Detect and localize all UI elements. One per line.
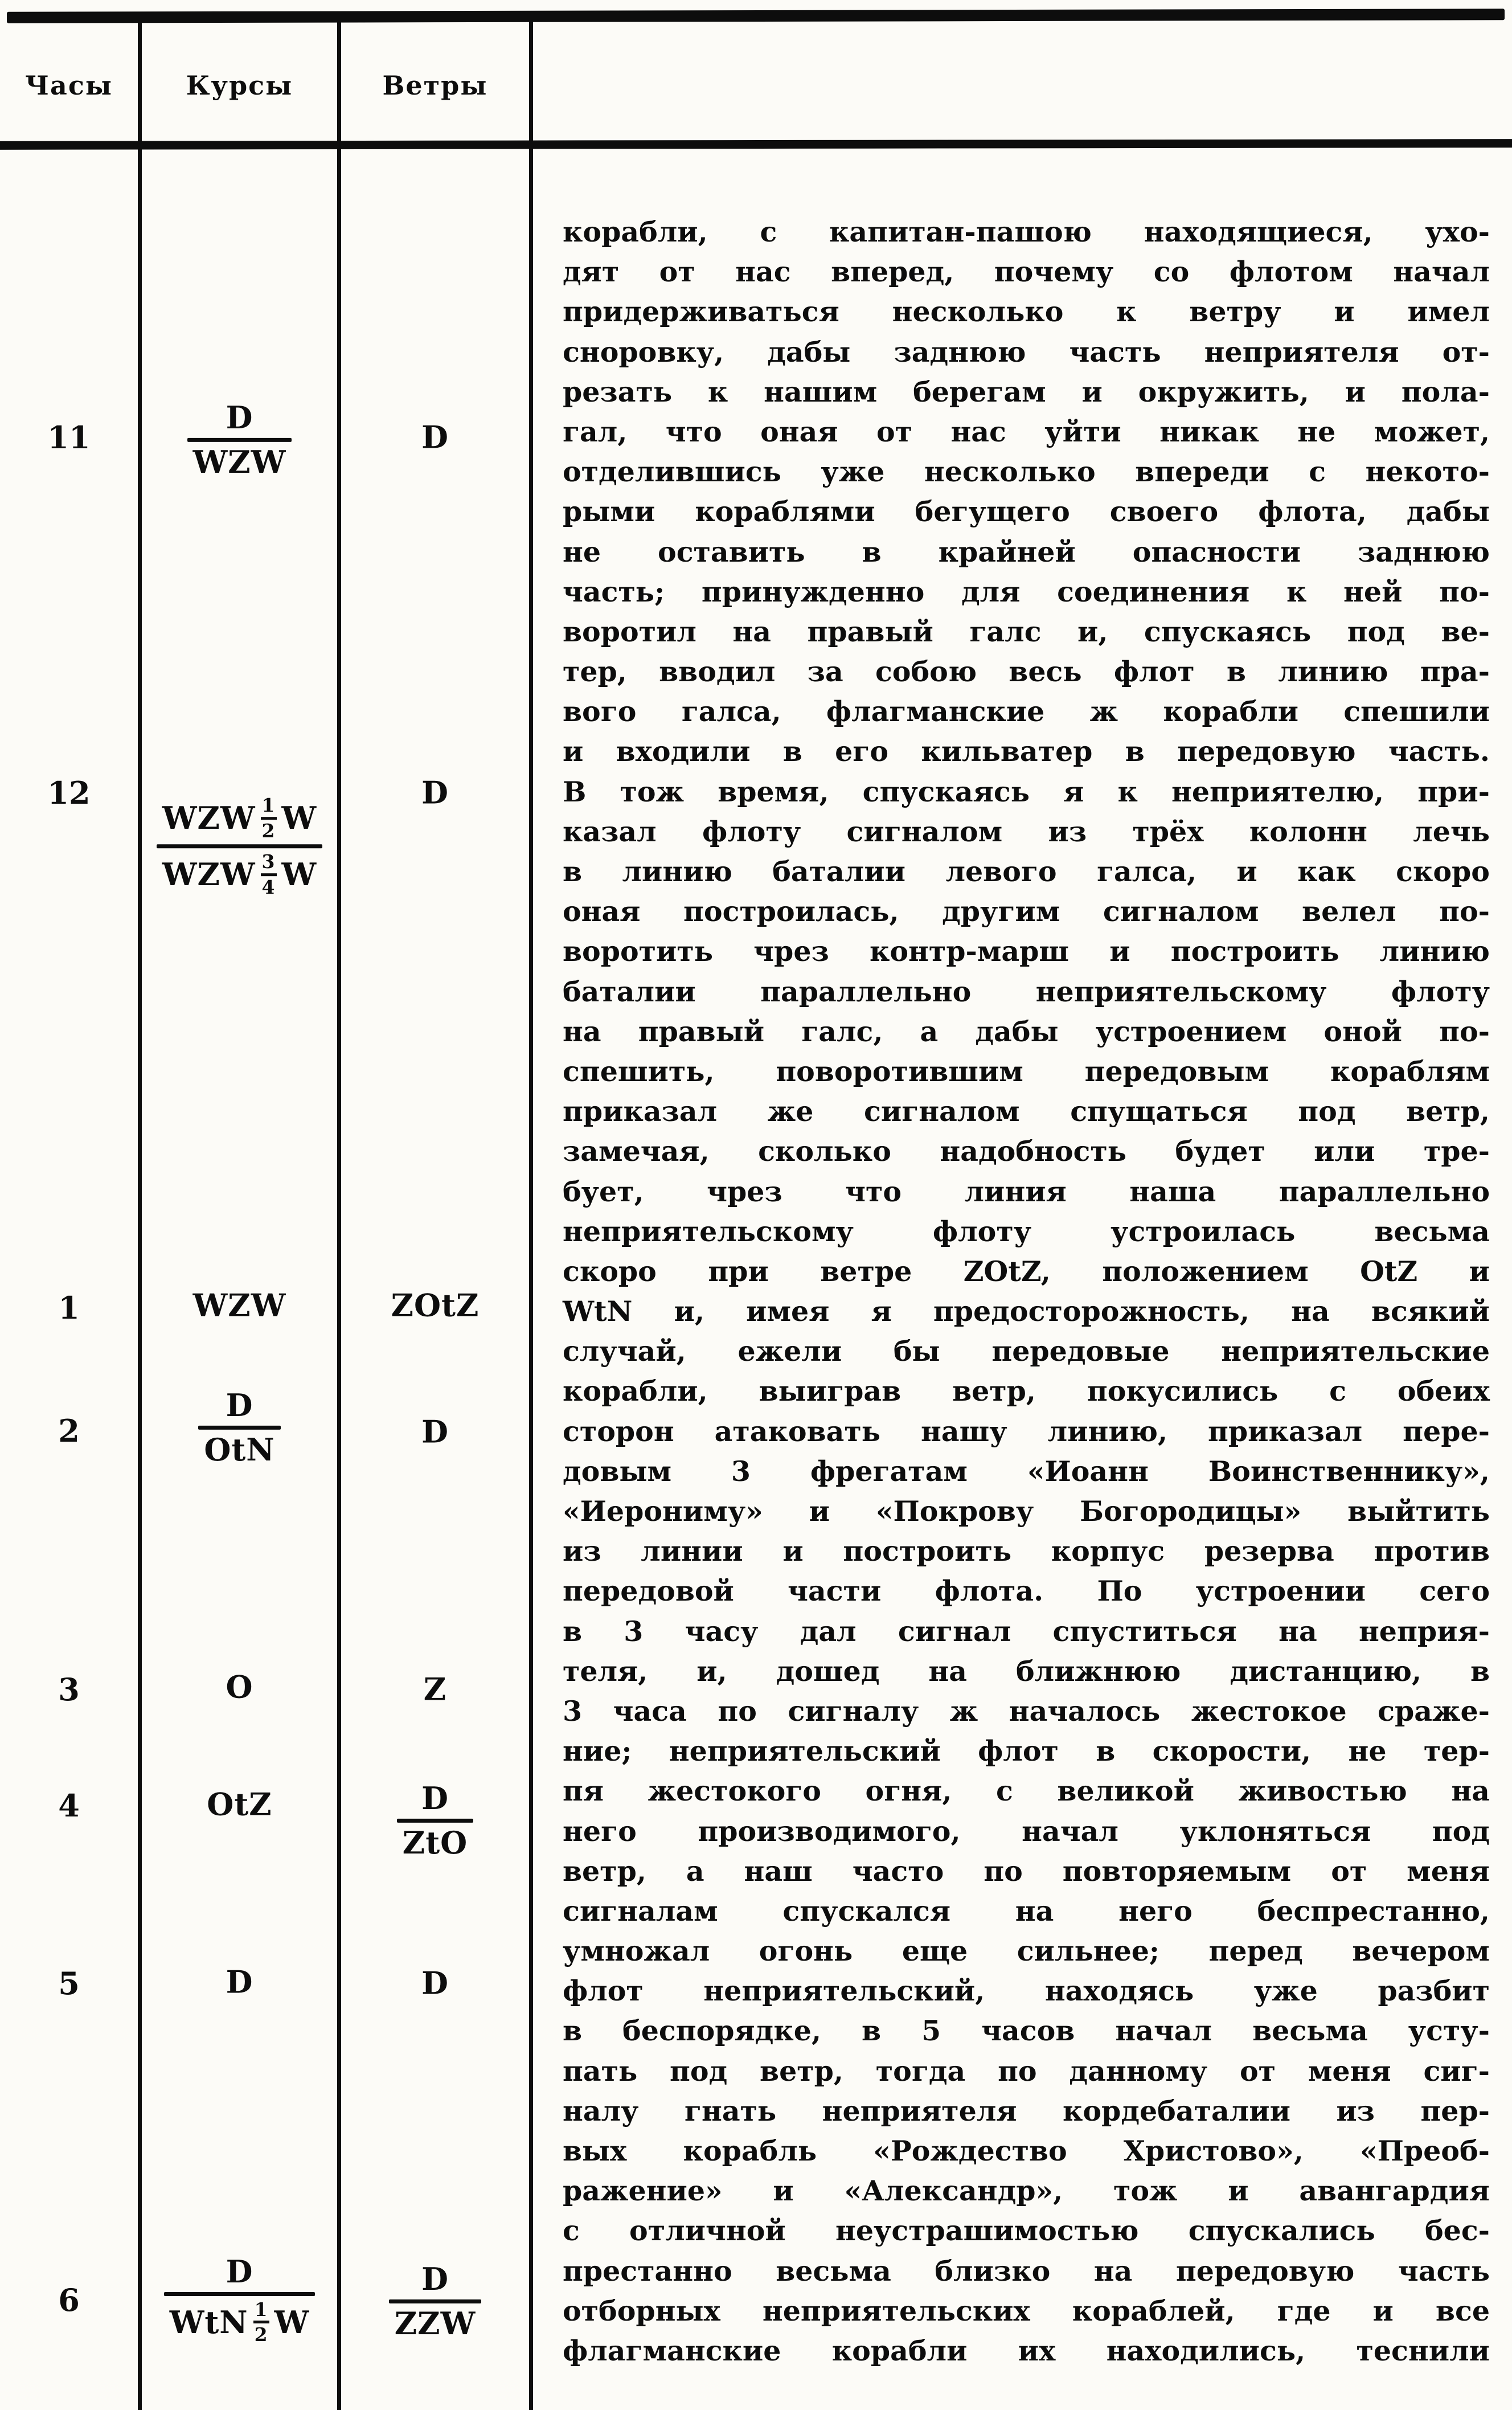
column-header-courses: Курсы <box>186 70 293 101</box>
fraction-denominator: 2 <box>261 819 276 842</box>
text-line: флот неприятельский, находясь уже разбит <box>563 1974 1490 2008</box>
fraction-numerator: 1 <box>261 794 276 817</box>
text-line: флагманские корабли их находились, теснили <box>563 2334 1490 2367</box>
compass-letters: ZOtZ <box>391 1287 480 1324</box>
compass-notation <box>220 2253 259 2290</box>
compass-notation <box>220 1386 259 1423</box>
text-line: «Иерониму» и «Покрову Богородицы» выйтить <box>563 1495 1490 1528</box>
text-line: случай, ежели бы передовые неприятельские <box>563 1335 1490 1368</box>
compass-letters: WZW <box>162 800 256 836</box>
column-divider-hours-courses <box>138 19 142 2410</box>
compass-letters: D <box>421 774 449 811</box>
notation-stack <box>418 1671 452 1708</box>
compass-letters: O <box>226 1668 253 1705</box>
notation-stack <box>386 1287 485 1324</box>
text-line: ветр, а наш часто по повторяемым от меня <box>563 1854 1490 1888</box>
stacked-fraction <box>261 796 277 840</box>
notation-stack <box>164 2253 315 2346</box>
compass-letters: W <box>274 2303 310 2341</box>
hour-cell: 11 <box>47 419 91 456</box>
wind-cell <box>341 1779 529 1861</box>
text-line: с отличной неустрашимостью спускались бес- <box>563 2214 1490 2248</box>
course-cell <box>142 1963 337 2000</box>
compass-notation <box>397 1824 473 1861</box>
text-line: отделившись уже несколько впереди с некото- <box>563 455 1490 489</box>
compass-notation <box>187 443 292 480</box>
compass-notation <box>220 399 259 436</box>
text-line: дят от нас вперед, почему со флотом начал <box>563 255 1490 289</box>
text-line: приказал же сигналом спущаться под ветр, <box>563 1095 1490 1128</box>
compass-notation <box>198 1431 280 1468</box>
hour-cell: 12 <box>47 775 91 811</box>
text-line: придерживаться несколько к ветру и имел <box>563 295 1490 329</box>
fraction-denominator: 2 <box>254 2323 268 2346</box>
notation-stack <box>201 1786 277 1823</box>
column-divider-winds-text <box>529 19 533 2410</box>
notation-stack <box>397 1779 473 1861</box>
text-line: воротил на правый галс и, спускаясь под ве- <box>563 615 1490 648</box>
course-cell <box>142 2253 337 2346</box>
text-line: пать под ветр, тогда по данному от меня сиг- <box>563 2054 1490 2088</box>
compass-letters: WtN <box>169 2303 248 2341</box>
text-line: часть; принужденно для соединения к ней по- <box>563 575 1490 608</box>
hour-cell: 2 <box>58 1413 80 1449</box>
compass-letters: D <box>421 1965 449 2002</box>
compass-letters: WZW <box>162 856 256 893</box>
notation-stack <box>187 399 292 480</box>
notation-stack <box>187 1287 292 1324</box>
text-line: корабли, выиграв ветр, покусились с обеих <box>563 1374 1490 1408</box>
column-header-hours: Часы <box>25 70 113 101</box>
hour-cell: 5 <box>58 1965 80 2002</box>
course-cell <box>142 1287 337 1324</box>
column-divider-courses-winds <box>337 19 341 2410</box>
compass-notation <box>157 796 322 840</box>
notation-stack <box>416 1413 454 1450</box>
text-line: пя жестокого огня, с великой живостью на <box>563 1774 1490 1808</box>
fraction-numerator: 1 <box>254 2298 268 2321</box>
text-line: В тож время, спускаясь я к неприятелю, при- <box>563 775 1490 808</box>
compass-notation <box>416 1967 454 2000</box>
notation-stack <box>220 1668 259 1705</box>
compass-notation <box>418 1671 452 1708</box>
division-bar <box>164 2292 315 2296</box>
compass-notation <box>416 419 454 456</box>
stacked-fraction <box>261 850 277 899</box>
text-line: престанно весьма близко на передовую часть <box>563 2254 1490 2288</box>
wind-cell <box>341 774 529 811</box>
wind-cell <box>341 419 529 456</box>
text-line: в 3 часу дал сигнал спуститься на неприя- <box>563 1614 1490 1648</box>
top-rule <box>7 9 1505 23</box>
text-line: довым 3 фрегатам «Иоанн Воинственнику», <box>563 1454 1490 1488</box>
journal-text-block <box>563 212 1490 2371</box>
text-line: замечая, сколько надобность будет или тре- <box>563 1135 1490 1168</box>
text-line: и входили в его кильватер в передовую часть. <box>563 735 1490 768</box>
notation-stack <box>416 774 454 811</box>
compass-notation <box>389 2307 481 2340</box>
compass-letters: D <box>226 1963 253 2000</box>
text-line: передовой части флота. По устроении сего <box>563 1574 1490 1608</box>
division-bar <box>187 438 292 442</box>
text-line: отборных неприятельских кораблей, где и все <box>563 2294 1490 2327</box>
compass-notation <box>187 1287 292 1324</box>
notation-stack <box>198 1386 280 1468</box>
compass-notation <box>164 2300 315 2344</box>
text-line: ние; неприятельский флот в скорости, не тер- <box>563 1734 1490 1768</box>
text-line: налу гнать неприятеля кордебаталии из пер- <box>563 2094 1490 2127</box>
notation-stack <box>416 1967 454 2000</box>
notation-stack <box>220 1963 259 2000</box>
wind-cell <box>341 2260 529 2342</box>
fraction-denominator: 4 <box>261 876 276 899</box>
text-line: казал флоту сигналом из трёх колонн лечь <box>563 815 1490 848</box>
compass-notation <box>157 850 322 899</box>
notation-stack <box>416 419 454 456</box>
text-line: резать к нашим берегам и окружить, и пола- <box>563 375 1490 408</box>
compass-notation <box>220 1668 259 1705</box>
division-bar <box>198 1426 280 1430</box>
text-line: спешить, поворотившим передовым кораблям <box>563 1054 1490 1088</box>
course-cell <box>142 1386 337 1468</box>
compass-notation <box>220 1963 259 2000</box>
wind-cell <box>341 1413 529 1450</box>
hour-cell: 6 <box>58 2282 80 2318</box>
course-cell <box>142 796 337 897</box>
text-line: в беспорядке, в 5 часов начал весьма усту- <box>563 2014 1490 2048</box>
text-line: скоро при ветре ZOtZ, положением OtZ и <box>563 1254 1490 1288</box>
compass-notation <box>386 1287 485 1324</box>
compass-letters: Z <box>423 1671 447 1708</box>
header-underline-rule <box>0 139 1512 150</box>
wind-cell <box>341 1967 529 2000</box>
text-line: баталии параллельно неприятельскому флоту <box>563 975 1490 1008</box>
course-cell <box>142 1786 337 1823</box>
compass-letters: W <box>281 856 317 893</box>
compass-letters: D <box>226 2253 253 2290</box>
compass-letters: D <box>421 1779 449 1816</box>
text-line: сноровку, дабы заднюю часть неприятеля от- <box>563 335 1490 369</box>
text-line: умножал огонь еще сильнее; перед вечером <box>563 1934 1490 1968</box>
text-line: корабли, с капитан-пашою находящиеся, ухо- <box>563 215 1490 248</box>
text-line: ражение» и «Александр», тож и авангардия <box>563 2174 1490 2208</box>
compass-notation <box>416 2260 454 2297</box>
text-line: неприятельскому флоту устроилась весьма <box>563 1214 1490 1248</box>
text-line: сигналам спускался на него беспрестанно, <box>563 1894 1490 1928</box>
compass-letters: D <box>226 399 253 436</box>
division-bar <box>397 1819 473 1823</box>
text-line: оная построилась, другим сигналом велел по- <box>563 895 1490 928</box>
notation-stack <box>389 2260 481 2342</box>
notation-stack <box>157 796 322 897</box>
hour-cell: 3 <box>58 1671 80 1708</box>
text-line: из линии и построить корпус резерва против <box>563 1535 1490 1568</box>
wind-cell <box>341 1671 529 1708</box>
compass-letters: WZW <box>192 1287 286 1324</box>
compass-letters: OtZ <box>207 1786 272 1823</box>
text-line: бует, чрез что линия наша параллельно <box>563 1175 1490 1208</box>
text-line: тер, вводил за собою весь флот в линию пра- <box>563 655 1490 689</box>
text-line: рыми кораблями бегущего своего флота, дабы <box>563 495 1490 529</box>
column-header-winds: Ветры <box>382 70 488 101</box>
text-line: в линию баталии левого галса, и как скоро <box>563 855 1490 888</box>
compass-notation <box>416 1779 454 1816</box>
stacked-fraction <box>253 2300 269 2344</box>
fraction-bar <box>261 817 277 820</box>
text-line: сторон атаковать нашу линию, приказал пере- <box>563 1414 1490 1448</box>
hour-cell: 4 <box>58 1787 80 1824</box>
course-cell <box>142 1668 337 1705</box>
fraction-numerator: 3 <box>261 850 276 873</box>
compass-notation <box>416 774 454 811</box>
compass-letters: ZZW <box>394 2305 476 2342</box>
text-line: него производимого, начал уклоняться под <box>563 1814 1490 1848</box>
compass-letters: OtN <box>204 1431 275 1468</box>
text-line: вых корабль «Рождество Христово», «Преоб- <box>563 2134 1490 2167</box>
text-line: WtN и, имея я предосторожность, на всякий <box>563 1295 1490 1328</box>
text-line: не оставить в крайней опасности заднюю <box>563 535 1490 568</box>
compass-letters: WZW <box>192 443 286 480</box>
text-line: вого галса, флагманские ж корабли спешили <box>563 695 1490 729</box>
compass-letters: W <box>281 800 317 836</box>
compass-letters: D <box>421 419 449 456</box>
text-line: гал, что оная от нас уйти никак не может, <box>563 415 1490 448</box>
hour-cell: 1 <box>58 1290 80 1326</box>
wind-cell <box>341 1287 529 1324</box>
compass-letters: D <box>226 1386 253 1423</box>
compass-notation <box>201 1786 277 1823</box>
text-line: 3 часа по сигналу ж началось жестокое сраже- <box>563 1694 1490 1728</box>
compass-letters: D <box>421 2260 449 2297</box>
text-line: на правый галс, а дабы устроением оной по- <box>563 1014 1490 1048</box>
compass-notation <box>416 1413 454 1450</box>
division-bar <box>389 2299 481 2303</box>
division-bar <box>157 845 322 849</box>
text-line: теля, и, дошед на ближнюю дистанцию, в <box>563 1654 1490 1688</box>
text-line: воротить чрез контр-марш и построить линию <box>563 935 1490 968</box>
compass-letters: ZtO <box>402 1824 468 1861</box>
compass-letters: D <box>421 1413 449 1450</box>
course-cell <box>142 399 337 480</box>
